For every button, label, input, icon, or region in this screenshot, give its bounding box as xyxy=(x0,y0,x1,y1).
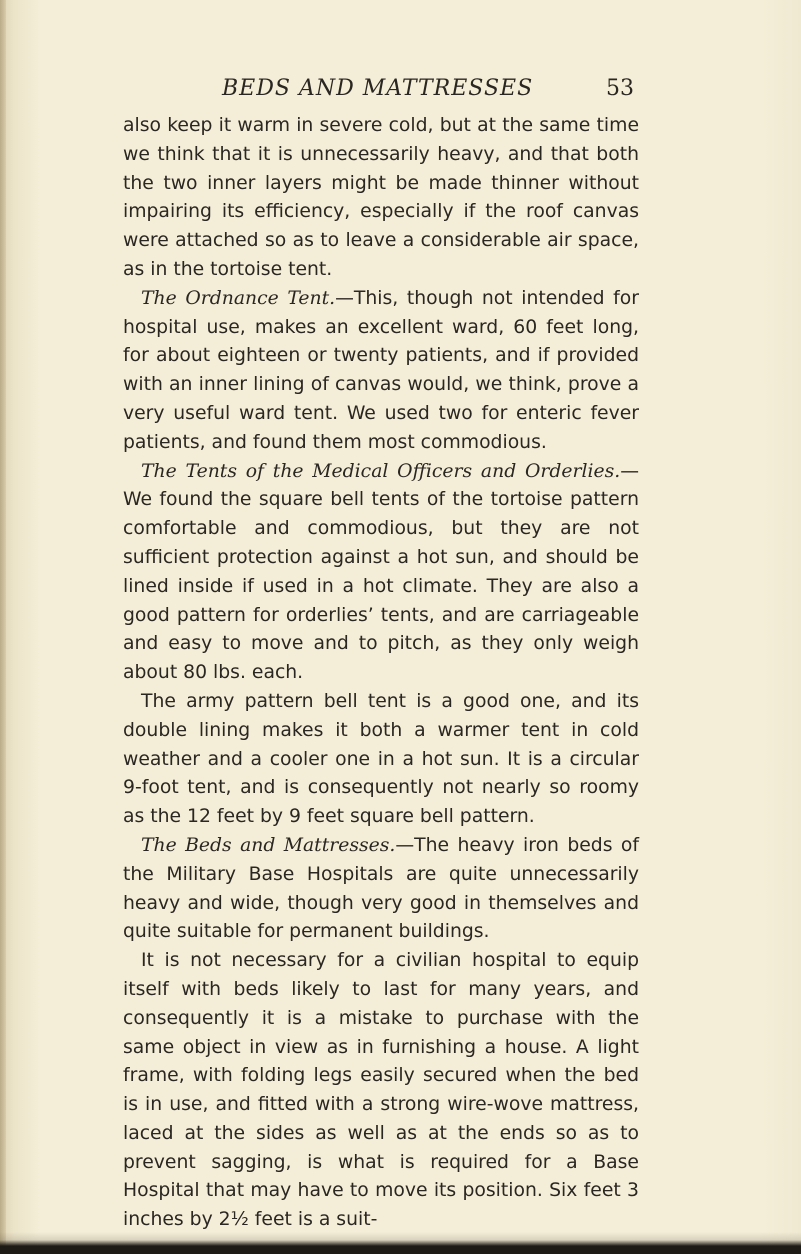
paragraph-text: —We found the square bell tents of the tortoise pattern comfortable and commodious, but they are not sufficient protection against a hot sun, and should be lined inside if used in a hot climate. They are also a good pattern for orderlies’ tents, and are carriageable and easy to move and to pitch, as they only weigh about 80 lbs. each. xyxy=(123,460,639,684)
paragraph-text: also keep it warm in severe cold, but at the same time we think that it is unnecessarily heavy, and that both the two inner layers might be made thinner without impairing its efficiency, especially if the roof canvas were attached so as to leave a considerable air space, as in the tortoise tent. xyxy=(123,115,639,280)
paragraph-heading: The Beds and Mattresses. xyxy=(141,834,396,856)
paragraph-text: It is not necessary for a civilian hospital to equip itself with beds likely to last for many years, and consequently it is a mistake to purchase with the same object in view as in furnishing a house. A light frame, with folding legs easily secured when the bed is in use, and fitted with a strong wire-wove mattress, laced at the sides as well as at the ends so as to prevent sagging, is what is required for a Base Hospital that may have to move its position. Six feet 3 inches by 2½ feet is a suit- xyxy=(123,950,639,1231)
page-binding-edge xyxy=(0,0,6,1254)
paragraph-heading: The Ordnance Tent. xyxy=(141,287,336,309)
paragraph xyxy=(123,832,639,947)
body-text xyxy=(123,112,639,1235)
page-number: 53 xyxy=(606,76,634,101)
paragraph-text: —This, though not intended for hospital use, makes an excellent ward, 60 feet long, for about eighteen or twenty patients, and if provided with an inner lining of canvas would, we think, prove a very useful ward tent. We used two for enteric fever patients, and found them most commodious. xyxy=(123,287,639,453)
running-head: BEDS AND MATTRESSES xyxy=(222,76,534,101)
paragraph-heading: The Tents of the Medical Officers and Orderlies. xyxy=(141,460,621,482)
page-header xyxy=(118,76,634,110)
paragraph xyxy=(123,285,639,458)
paragraph xyxy=(123,112,639,285)
paragraph xyxy=(123,947,639,1235)
paragraph-text: The army pattern bell tent is a good one, and its double lining makes it both a warmer tent in cold weather and a cooler one in a hot sun. It is a circular 9-foot tent, and is consequently not nearly so roomy as the 12 feet by 9 feet square bell pattern. xyxy=(123,690,639,828)
page-bottom-shadow xyxy=(0,1232,801,1254)
paragraph xyxy=(123,458,639,688)
paragraph xyxy=(123,688,639,832)
paragraph-text: —The heavy iron beds of the Military Base Hospitals are quite unnecessarily heavy and wide, though very good in themselves and quite suitable for permanent buildings. xyxy=(123,834,639,943)
